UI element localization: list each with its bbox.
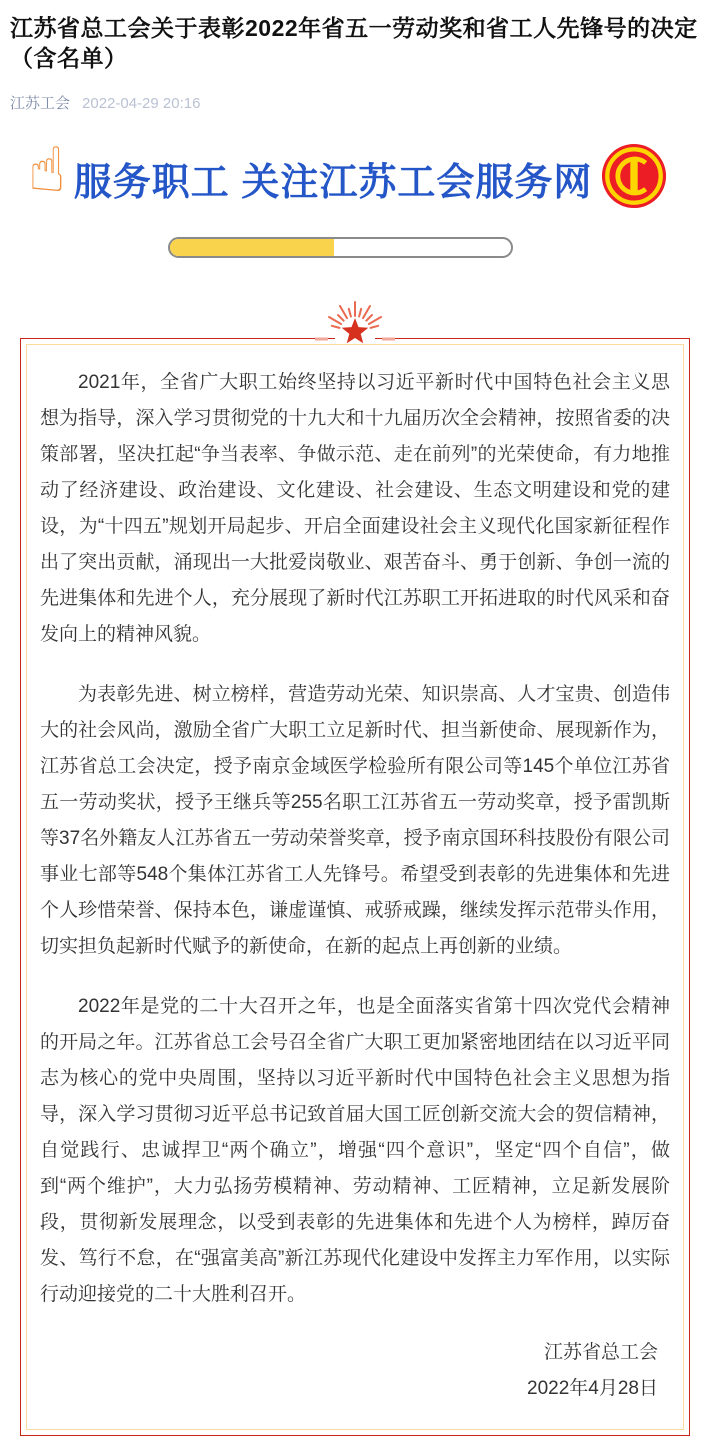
document-box	[20, 338, 690, 1436]
signature-date: 2022年4月28日	[527, 1377, 658, 1399]
document-body	[26, 344, 684, 1430]
signature-block	[40, 1335, 670, 1407]
paragraph: 2021年，全省广大职工始终坚持以习近平新时代中国特色社会主义思想为指导，深入学习贯彻党的十九大和十九届历次全会精神，按照省委的决策部署，坚决扛起“争当表率、争做示范、走在前列”的光荣使命，有力地推动了经济建设、政治建设、文化建设、社会建设、生态文明建设和党的建设，为“十四五”规划开局起步、开启全面建设社会主义现代化国家新征程作出了突出贡献，涌现出一大批爱岗敬业、艰苦奋斗、勇于创新、争创一流的先进集体和先进个人，充分展现了新时代江苏职工开拓进取的时代风采和奋发向上的精神风貌。	[40, 371, 670, 645]
promo-banner[interactable]	[28, 133, 710, 225]
source-name[interactable]: 江苏工会	[10, 94, 71, 112]
paragraph: 2022年是党的二十大召开之年，也是全面落实省第十四次党代会精神的开局之年。江苏省总工会号召全省广大职工更加紧密地团结在以习近平同志为核心的党中央周围，坚持以习近平新时代中国特色社会主义思想为指导，深入学习贯彻习近平总书记致首届大国工匠创新交流大会的贺信精神，自觉践行、忠诚捍卫“两个确立”，增强“四个意识”，坚定“四个自信”，做到“两个维护”，大力弘扬劳模精神、劳动精神、工匠精神，立足新发展阶段，贯彻新发展理念，以受到表彰的先进集体和先进个人为榜样，踔厉奋发、笃行不怠，在“强富美高”新江苏现代化建设中发挥主力军作用，以实际行动迎接党的二十大胜利召开。	[40, 995, 670, 1305]
paragraph: 为表彰先进、树立榜样，营造劳动光荣、知识崇高、人才宝贵、创造伟大的社会风尚，激励全省广大职工立足新时代、担当新使命、展现新作为，江苏省总工会决定，授予南京金域医学检验所有限公司等145个单位江苏省五一劳动奖状，授予王继兵等255名职工江苏省五一劳动奖章，授予雷凯斯等37名外籍友人江苏省五一劳动荣誉奖章，授予南京国环科技股份有限公司事业七部等548个集体江苏省工人先锋号。希望受到表彰的先进集体和先进个人珍惜荣誉、保持本色，谦虚谨慎、戒骄戒躁，继续发挥示范带头作用，切实担负起新时代赋予的新使命，在新的起点上再创新的业绩。	[40, 683, 670, 957]
publish-timestamp: 2022-04-29 20:16	[82, 94, 201, 112]
pointing-hand-icon: ☝	[28, 135, 66, 205]
progress-fill	[170, 239, 334, 256]
byline	[10, 92, 700, 113]
banner-slogan: 服务职工 关注江苏工会服务网	[73, 162, 593, 205]
signature-org: 江苏省总工会	[543, 1341, 658, 1363]
progress-bar	[168, 237, 513, 258]
article-title: 江苏省总工会关于表彰2022年省五一劳动奖和省工人先锋号的决定（含名单）	[10, 15, 698, 71]
union-emblem-icon	[600, 142, 668, 215]
